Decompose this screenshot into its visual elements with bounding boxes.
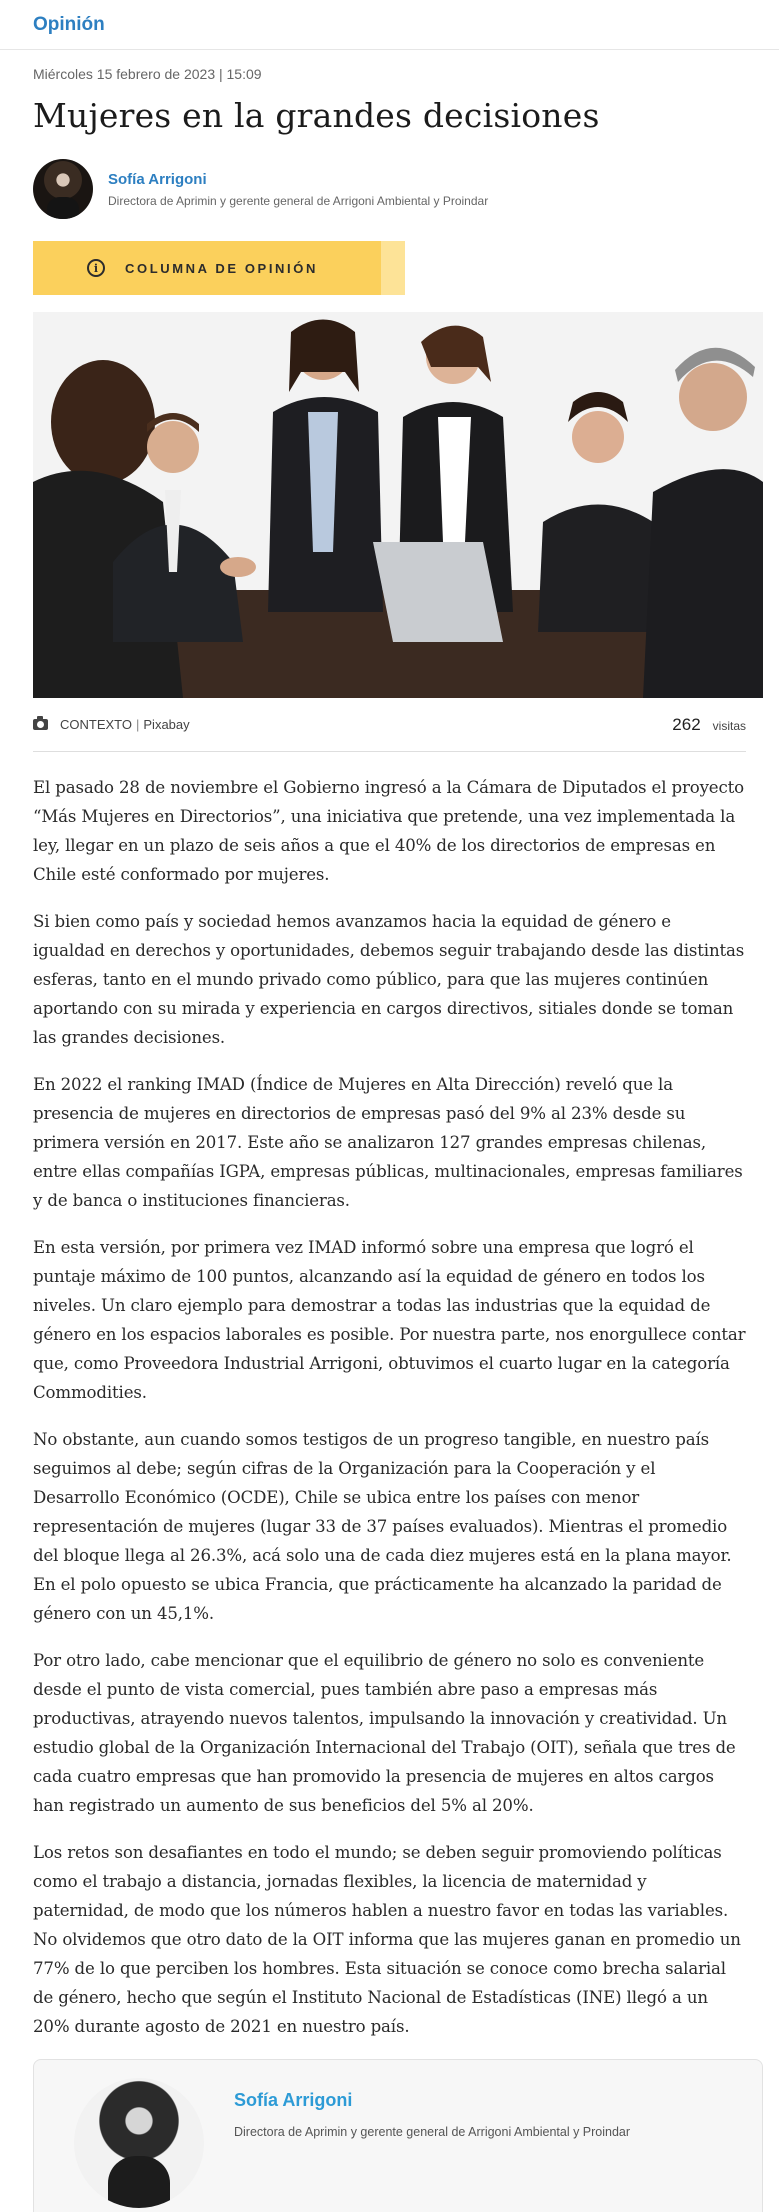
image-credit-provider: Pixabay xyxy=(143,717,190,732)
camera-icon xyxy=(33,719,48,730)
info-circle-icon: i xyxy=(87,259,105,277)
article-hero-image xyxy=(33,312,763,698)
author-name-link[interactable]: Sofía Arrigoni xyxy=(108,170,207,188)
visits-count: 262 xyxy=(672,714,701,734)
article-paragraph: Por otro lado, cabe mencionar que el equilibrio de género no solo es conveniente desde el punto de vista comercial, pues también abre paso a empresas más productivas, atrayendo nuevos talentos, impulsando la innovación y creatividad. Un estudio global de la Organización Internacional del Trabajo (OIT), señala que tres de cada cuatro empresas que han promovido la presencia de mujeres en altos cargos han registrado un aumento de sus beneficios del 5% al 20%. xyxy=(33,1651,736,1815)
article-paragraph: Los retos son desafiantes en todo el mundo; se deben seguir promoviendo políticas como el trabajo a distancia, jornadas flexibles, la licencia de maternidad y paternidad, de modo que los números hablen a nuestro favor en todas las variables. No olvidemos que otro dato de la OIT informa que las mujeres ganan en promedio un 77% de lo que perciben los hombres. Esta situación se conoce como brecha salarial de género, hecho que según el Instituto Nacional de Estadísticas (INE) llegó a un 20% durante agosto de 2021 en nuestro país. xyxy=(33,1843,741,2036)
image-credit xyxy=(33,717,190,732)
section-opinion-link[interactable]: Opinión xyxy=(33,14,105,35)
opinion-badge-tail xyxy=(381,241,405,295)
author-card-avatar[interactable] xyxy=(74,2078,204,2208)
author-role: Directora de Aprimin y gerente general de Arrigoni Ambiental y Proindar xyxy=(108,193,489,208)
image-caption-row xyxy=(33,698,746,752)
article-paragraph: El pasado 28 de noviembre el Gobierno ingresó a la Cámara de Diputados el proyecto “Más Mujeres en Directorios”, una iniciativa que pretende, una vez implementada la ley, llegar en un plazo de seis años a que el 40% de los directorios de empresas en Chile esté conformado por mujeres. xyxy=(33,778,744,884)
opinion-badge xyxy=(33,241,405,295)
author-card-name-link[interactable]: Sofía Arrigoni xyxy=(234,2090,353,2110)
author-card-info xyxy=(234,2090,630,2139)
site-header xyxy=(0,0,779,50)
article-body xyxy=(33,773,746,2041)
opinion-badge-body xyxy=(33,241,405,295)
visits-counter xyxy=(672,715,746,735)
visits-label: visitas xyxy=(712,718,746,733)
opinion-badge-label: COLUMNA DE OPINIÓN xyxy=(125,260,318,276)
article-paragraph: Si bien como país y sociedad hemos avanzamos hacia la equidad de género e igualdad en derechos y oportunidades, debemos seguir trabajando desde las distintas esferas, tanto en el mundo privado como público, para que las mujeres continúen aportando con su mirada y experiencia en cargos directivos, sitiales donde se toman las grandes decisiones. xyxy=(33,912,745,1047)
author-info xyxy=(108,171,488,208)
author-byline xyxy=(33,159,746,219)
article xyxy=(0,66,779,2212)
article-date: Miércoles 15 febrero de 2023 | 15:09 xyxy=(33,66,262,82)
article-paragraph: No obstante, aun cuando somos testigos de un progreso tangible, en nuestro país seguimos al debe; según cifras de la Organización para la Cooperación y el Desarrollo Económico (OCDE), Chile se ubica entre los países con menor representación de mujeres (lugar 33 de 37 países evaluados). Mientras el promedio del bloque llega al 26.3%, acá solo una de cada diez mujeres está en la plana mayor. En el polo opuesto se ubica Francia, que prácticamente ha alcanzado la paridad de género con un 45,1%. xyxy=(33,1430,732,1623)
article-title: Mujeres en la grandes decisiones xyxy=(33,96,600,135)
article-paragraph: En 2022 el ranking IMAD (Índice de Mujeres en Alta Dirección) reveló que la presencia de mujeres en directorios de empresas pasó del 9% al 23% desde su primera versión en 2017. Este año se analizaron 127 grandes empresas chilenas, entre ellas compañías IGPA, empresas públicas, multinacionales, empresas familiares y de banca o instituciones financieras. xyxy=(33,1075,743,1210)
office-meeting-illustration xyxy=(33,312,763,698)
image-credit-separator: | xyxy=(136,717,140,732)
image-credit-source: CONTEXTO xyxy=(60,717,132,732)
author-avatar[interactable] xyxy=(33,159,93,219)
article-paragraph: En esta versión, por primera vez IMAD informó sobre una empresa que logró el puntaje máximo de 100 puntos, alcanzando así la equidad de género en todos los niveles. Un claro ejemplo para demostrar a todas las industrias que la equidad de género en los espacios laborales es posible. Por nuestra parte, nos enorgullece contar que, como Proveedora Industrial Arrigoni, obtuvimos el cuarto lugar en la categoría Commodities. xyxy=(33,1238,746,1402)
author-card-role: Directora de Aprimin y gerente general de Arrigoni Ambiental y Proindar xyxy=(234,2125,631,2139)
author-card xyxy=(33,2059,763,2212)
